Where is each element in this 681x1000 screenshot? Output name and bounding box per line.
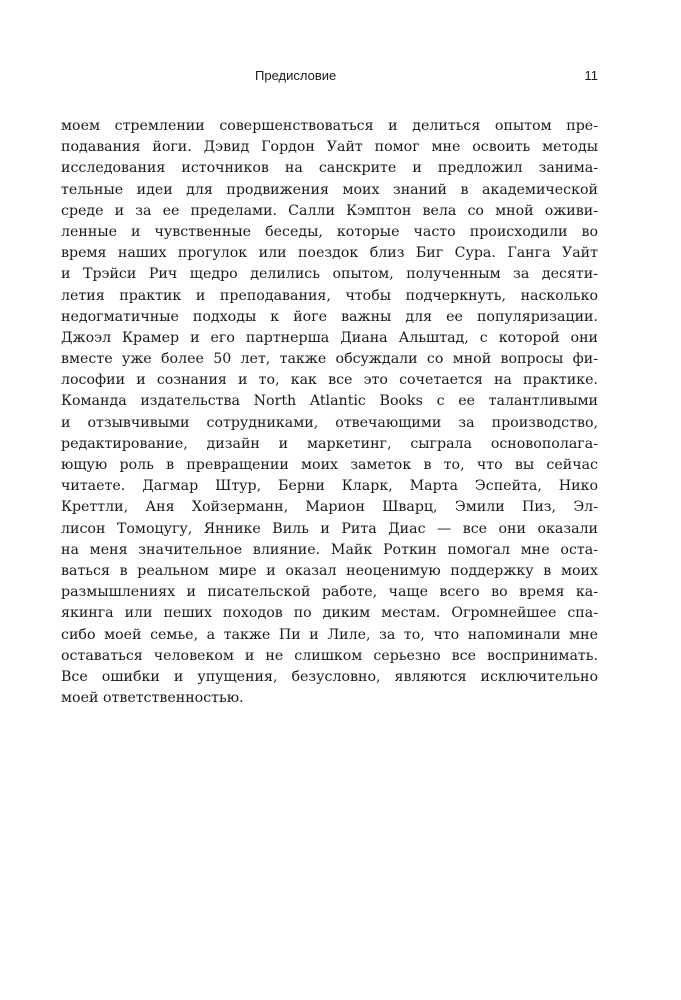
text-line: и отзывчивыми сотрудниками, отвечающими за производство, <box>61 414 598 431</box>
body-paragraph <box>61 116 598 709</box>
text-line: редактирование, дизайн и маркетинг, сыграла основополага- <box>61 435 598 452</box>
text-line: Команда издательства North Atlantic Books с ее талантливыми <box>61 393 598 410</box>
text-line: среде и за ее пределами. Салли Кэмптон вела со мной оживи- <box>61 202 598 219</box>
text-line: ленные и чувственные беседы, которые часто происходили во <box>61 223 598 240</box>
text-line: и Трэйси Рич щедро делились опытом, полученным за десяти- <box>61 266 598 283</box>
text-line: на меня значительное влияние. Майк Роткин помогал мне оста- <box>61 541 598 558</box>
text-line: лософии и сознания и то, как все это сочетается на практике. <box>61 372 598 389</box>
text-line: ющую роль в превращении моих заметок в то, что вы сейчас <box>61 457 598 473</box>
text-line: летия практик и преподавания, чтобы подчеркнуть, насколько <box>61 287 598 304</box>
section-title: Предисловие <box>255 68 337 83</box>
text-line: Креттли, Аня Хойзерманн, Марион Шварц, Эмили Пиз, Эл- <box>61 499 598 516</box>
text-line: тельные идеи для продвижения моих знаний в академической <box>61 181 598 198</box>
text-line: недогматичные подходы к йоге важны для ее популяризации. <box>61 308 598 325</box>
text-line: якинга или пеших походов по диким местам. Огромнейшее спа- <box>61 605 598 622</box>
text-line: Все ошибки и упущения, безусловно, являются исключительно <box>61 668 598 685</box>
text-line: вместе уже более 50 лет, также обсуждали со мной вопросы фи- <box>61 351 598 368</box>
text-line: ваться в реальном мире и оказал неоценимую поддержку в моих <box>61 562 598 579</box>
page-number: 11 <box>584 68 598 83</box>
text-line: подавания йоги. Дэвид Гордон Уайт помог мне освоить методы <box>61 139 598 156</box>
text-line: лисон Томоцугу, Яннике Виль и Рита Диас — все они оказали <box>61 520 598 537</box>
text-line: сибо моей семье, а также Пи и Лиле, за то, что напоминали мне <box>61 626 598 643</box>
text-line: оставаться человеком и не слишком серьезно все воспринимать. <box>61 647 598 664</box>
text-line: размышлениях и писательской работе, чаще всего во время ка- <box>61 584 598 601</box>
text-line: моем стремлении совершенствоваться и делиться опытом пре- <box>61 118 598 134</box>
text-line: исследования источников на санскрите и предложил занима- <box>61 160 598 177</box>
running-head <box>61 66 598 86</box>
text-line: время наших прогулок или поездок близ Биг Сура. Ганга Уайт <box>61 245 598 262</box>
text-line: моей ответственностью. <box>61 690 244 707</box>
text-line: читаете. Дагмар Штур, Берни Кларк, Марта Эспейта, Нико <box>61 478 598 495</box>
text-line: Джоэл Крамер и его партнерша Диана Альштад, с которой они <box>61 329 598 346</box>
